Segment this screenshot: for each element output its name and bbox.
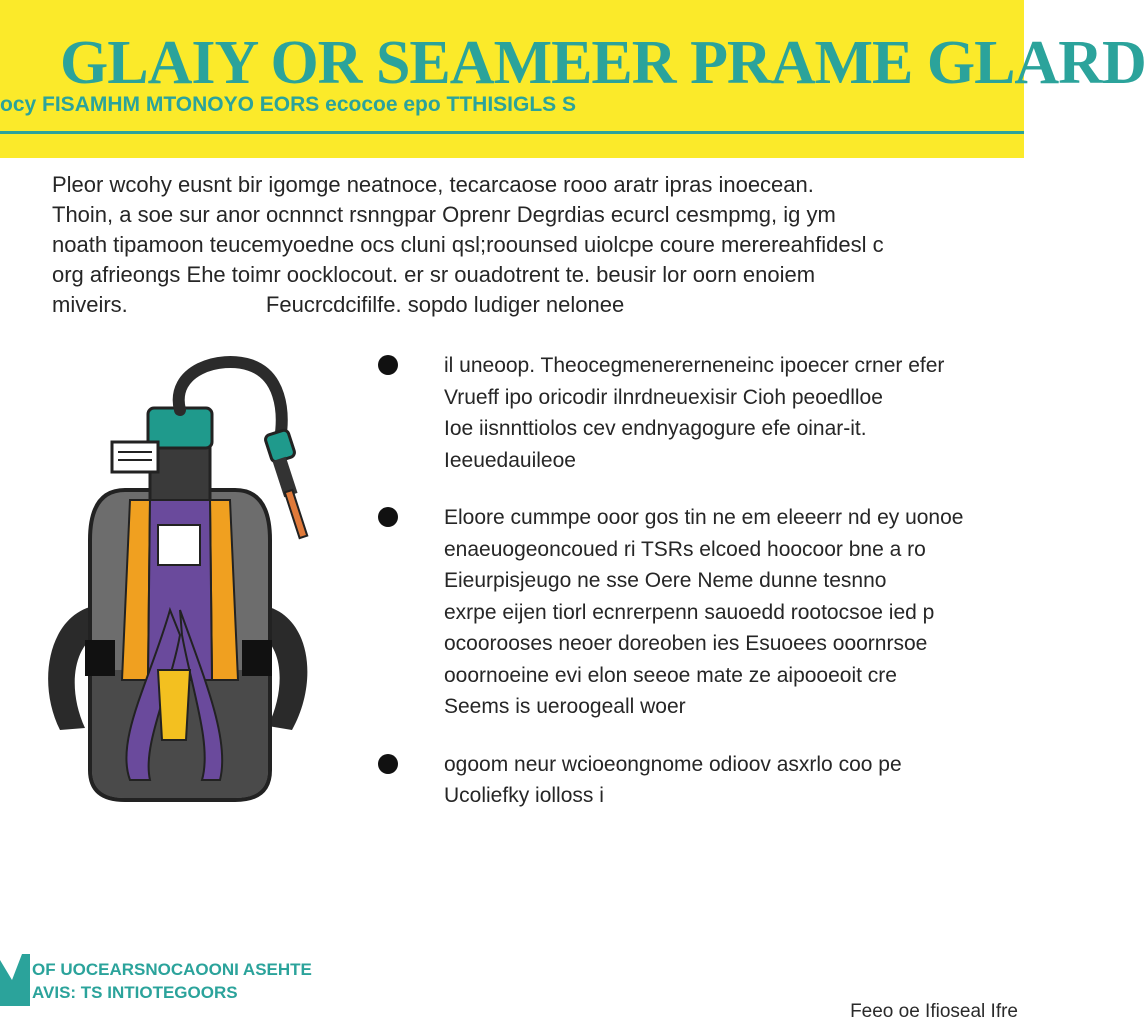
bullet-text-line: exrpe eijen tiorl ecnrerpenn sauoedd rootocsoe ied p	[444, 600, 935, 624]
bullet-text-line: ogoom neur wcioeongnome odioov asxrlo coo pe	[444, 752, 902, 776]
backpack-sprayer-illustration	[30, 350, 350, 820]
bullet-list	[376, 350, 1024, 838]
intro-line: Pleor wcohy eusnt bir igomge neatnoce, tecarcaose rooo aratr ipras inoecean.	[52, 172, 814, 197]
intro-paragraph	[52, 170, 1022, 320]
intro-line: Thoin, a soe sur anor ocnnnct rsnngpar Oprenr Degrdias ecurcl cesmpmg, ig ym	[52, 202, 836, 227]
logo-mark-icon	[0, 950, 30, 1010]
bullet-dot	[378, 507, 398, 527]
page-subtitle: ocy FISAMHM MTONOYO EORS ecocoe epo TTHISIGLS S	[0, 93, 577, 116]
bullet-dot	[378, 754, 398, 774]
footer-logo-text	[32, 958, 312, 1004]
belt-right	[242, 640, 272, 676]
bullet-dot	[378, 355, 398, 375]
list-item	[376, 749, 1024, 812]
bullet-text-line: ooornoeine evi elon seeoe mate ze aipooeoit cre	[444, 663, 897, 687]
yellow-canister	[158, 670, 190, 740]
bullet-text-line: ocoorooses neoer doreoben ies Esuoees ooornrsoe	[444, 632, 928, 655]
bullet-text-line: Vrueff ipo oricodir ilnrdneuexisir Cioh peoedlloe	[444, 385, 883, 409]
header-banner	[0, 0, 1146, 158]
footer-note: Feeo oe Ifioseal Ifre	[850, 1001, 1018, 1022]
bullet-text-line: Eieurpisjeugo ne sse Oere Neme dunne tesnno	[444, 569, 887, 592]
intro-line: noath tipamoon teucemyoedne ocs cluni qsl;roounsed uiolcpe coure merereahfidesl c	[52, 232, 884, 257]
list-item	[376, 350, 1024, 476]
nozzle-grip	[264, 429, 295, 463]
bullet-text-line: Ioe iisnnttiolos cev endnyagogure efe oinar-it.	[444, 417, 867, 440]
nozzle-tip	[285, 490, 307, 538]
footer-logo	[0, 944, 400, 1014]
page-title: GLAIY OR SEAMEER PRAME GLARD	[60, 29, 1146, 97]
bullet-text-line: Ucoliefky iolloss i	[444, 784, 604, 807]
intro-tail-right: Feucrcdcifilfe. sopdo ludiger nelonee	[265, 292, 625, 317]
footer-logo-line: OF UOCEARSNOCAOONI ASEHTE	[32, 960, 312, 979]
list-item	[376, 502, 1024, 723]
bullet-text-line: Seems is ueroogeall woer	[444, 695, 686, 718]
footer-logo-line: AVIS: TS INTIOTEGOORS	[32, 983, 238, 1002]
bullet-text-line: il uneoop. Theocegmenererneneinc ipoecer crner efer	[444, 354, 945, 377]
intro-line: org afrieongs Ehe toimr oocklocout. er sr ouadotrent te. beusir lor oorn enoiem	[52, 262, 816, 287]
banner-divider	[0, 131, 1024, 134]
bullet-text-line: enaeuogeoncoued ri TSRs elcoed hoocoor bne a ro	[444, 537, 926, 561]
intro-line-last	[52, 290, 1022, 320]
bullet-text-line: Ieeuedauileoe	[444, 448, 576, 472]
gauge-label	[112, 442, 158, 472]
bullet-text-line: Eloore cummpe ooor gos tin ne em eleeerr nd ey uonoe	[444, 506, 964, 529]
sprayer-drawing	[30, 350, 350, 820]
belt-left	[85, 640, 115, 676]
intro-tail-left: miveirs.	[52, 292, 128, 317]
inner-window	[158, 525, 200, 565]
